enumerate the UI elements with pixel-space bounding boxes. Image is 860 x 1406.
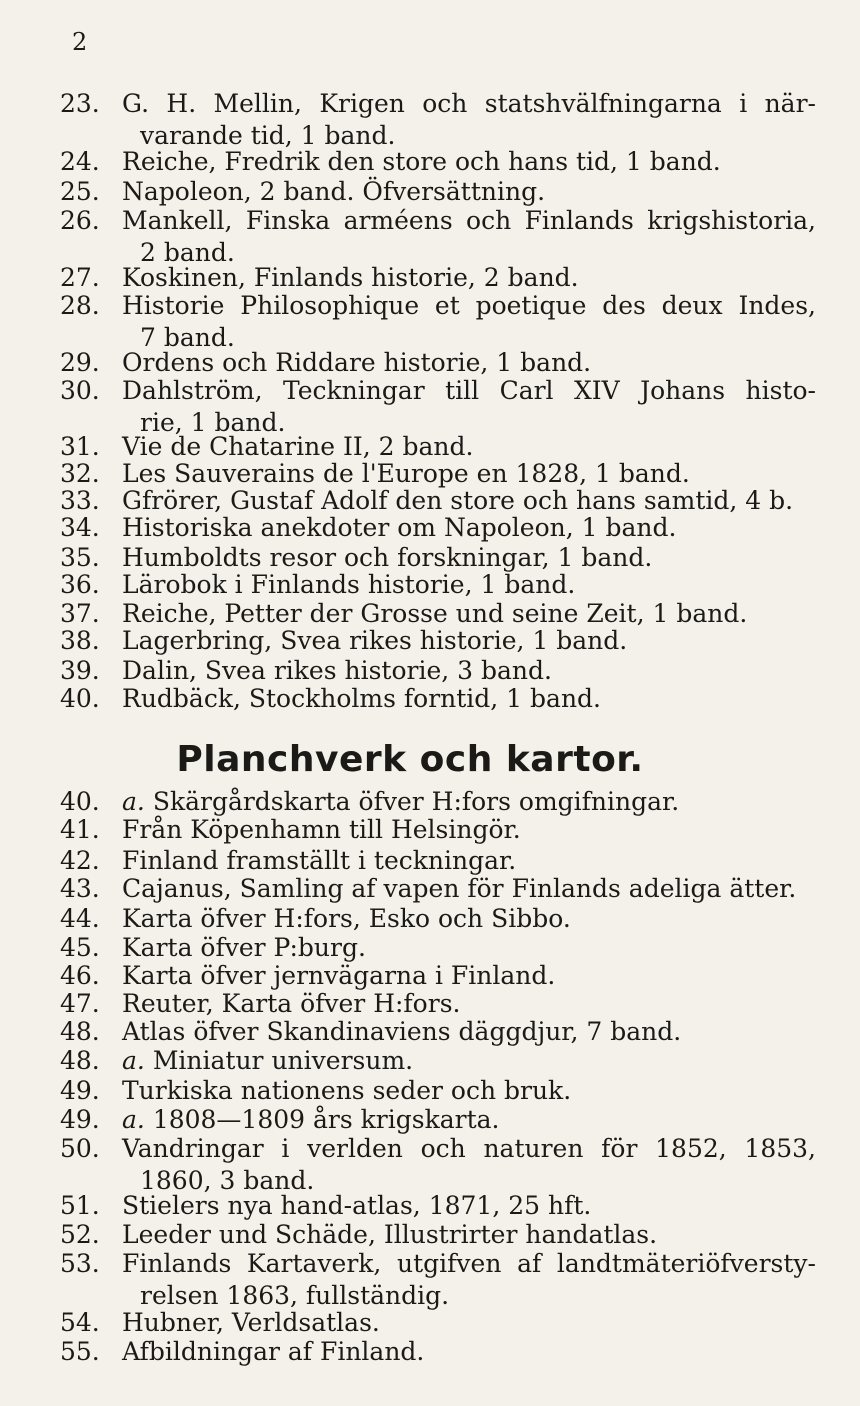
- entry-line: G. H. Mellin, Krigen och statshvälfningarna i när-: [122, 89, 816, 118]
- entry-text: [122, 375, 816, 439]
- entry-line: Reiche, Fredrik den store och hans tid, 1 band.: [122, 147, 721, 176]
- entry-number: 48.: [60, 1017, 100, 1046]
- entry-text: [122, 1045, 816, 1077]
- entry-number: 45.: [60, 933, 100, 962]
- entry-number: 47.: [60, 989, 100, 1018]
- sub-entry-mark: a.: [122, 1046, 153, 1075]
- entry-text: [122, 512, 816, 544]
- entry-line: Gfrörer, Gustaf Adolf den store och hans samtid, 4 b.: [122, 486, 794, 515]
- entry-text: [122, 625, 816, 657]
- entry-number: 39.: [60, 656, 100, 685]
- entry-number: 49.: [60, 1105, 100, 1134]
- entry-line: Atlas öfver Skandinaviens däggdjur, 7 band.: [122, 1017, 682, 1046]
- entry-number: 23.: [60, 89, 100, 118]
- entry-line: Leeder und Schäde, Illustrirter handatlas.: [122, 1220, 658, 1249]
- entry-line: Cajanus, Samling af vapen för Finlands adeliga ätter.: [122, 874, 797, 903]
- entry-text: [122, 290, 816, 354]
- entry-number: 27.: [60, 263, 100, 292]
- entry-number: 42.: [60, 846, 100, 875]
- entry-number: 37.: [60, 599, 100, 628]
- entry-line: Vie de Chatarine II, 2 band.: [122, 432, 474, 461]
- entry-number: 52.: [60, 1220, 100, 1249]
- entry-number: 24.: [60, 147, 100, 176]
- entry-text: [122, 873, 816, 905]
- entry-line: Dalin, Svea rikes historie, 3 band.: [122, 656, 552, 685]
- entry-number: 40.: [60, 684, 100, 713]
- entry-text: [122, 1016, 816, 1048]
- entry-text: [122, 1219, 816, 1251]
- entry-line: a. 1808—1809 års krigskarta.: [122, 1105, 500, 1134]
- entry-number: 54.: [60, 1308, 100, 1337]
- entry-text: [122, 569, 816, 601]
- entry-line: Reuter, Karta öfver H:fors.: [122, 989, 461, 1018]
- entry-line: Hubner, Verldsatlas.: [122, 1308, 380, 1337]
- entry-line: Karta öfver jernvägarna i Finland.: [122, 961, 556, 990]
- entry-number: 48.: [60, 1046, 100, 1075]
- entry-line: Lagerbring, Svea rikes historie, 1 band.: [122, 626, 628, 655]
- entry-text: [122, 88, 816, 152]
- entry-line: Rudbäck, Stockholms forntid, 1 band.: [122, 684, 601, 713]
- entry-continuation-line: 7 band.: [140, 323, 235, 352]
- entry-number: 34.: [60, 513, 100, 542]
- entry-text: [122, 814, 816, 846]
- entry-text: [122, 205, 816, 269]
- entry-line: Finlands Kartaverk, utgifven af landtmäteriöfversty-: [122, 1249, 816, 1278]
- entry-line: Vandringar i verlden och naturen för 1852, 1853,: [122, 1134, 816, 1163]
- entry-continuation-line: rie, 1 band.: [140, 408, 286, 437]
- entry-number: 29.: [60, 348, 100, 377]
- entry-text: [122, 903, 816, 935]
- entry-number: 36.: [60, 570, 100, 599]
- entry-number: 46.: [60, 961, 100, 990]
- entry-line: Karta öfver P:burg.: [122, 933, 366, 962]
- entry-line: Historie Philosophique et poetique des deux Indes,: [122, 291, 816, 320]
- entry-line: Napoleon, 2 band. Öfversättning.: [122, 177, 546, 206]
- sub-entry-mark: a.: [122, 787, 153, 816]
- page-number: 2: [72, 28, 88, 56]
- entry-number: 35.: [60, 543, 100, 572]
- entry-line: Koskinen, Finlands historie, 2 band.: [122, 263, 579, 292]
- entry-line: a. Miniatur universum.: [122, 1046, 414, 1075]
- entry-continuation-line: 1860, 3 band.: [140, 1166, 315, 1195]
- entry-continuation-line: relsen 1863, fullständig.: [140, 1281, 450, 1310]
- entry-line: Dahlström, Teckningar till Carl XIV Johans histo-: [122, 376, 816, 405]
- entry-line: Reiche, Petter der Grosse und seine Zeit, 1 band.: [122, 599, 748, 628]
- entry-text: [122, 146, 816, 178]
- entry-line: Afbildningar af Finland.: [122, 1337, 425, 1366]
- entry-number: 53.: [60, 1249, 100, 1278]
- entry-text: [122, 176, 816, 208]
- entry-line: Lärobok i Finlands historie, 1 band.: [122, 570, 576, 599]
- entry-number: 31.: [60, 432, 100, 461]
- entry-line: Historiska anekdoter om Napoleon, 1 band.: [122, 513, 677, 542]
- entry-line: Från Köpenhamn till Helsingör.: [122, 815, 521, 844]
- entry-line: Ordens och Riddare historie, 1 band.: [122, 348, 592, 377]
- entry-number: 43.: [60, 874, 100, 903]
- entry-text: [122, 1133, 816, 1197]
- entry-number: 32.: [60, 459, 100, 488]
- entry-number: 25.: [60, 177, 100, 206]
- entry-text: [122, 1248, 816, 1312]
- entry-line: Karta öfver H:fors, Esko och Sibbo.: [122, 904, 571, 933]
- entry-number: 26.: [60, 206, 100, 235]
- entry-number: 49.: [60, 1076, 100, 1105]
- entry-number: 40.: [60, 787, 100, 816]
- entry-continuation-line: 2 band.: [140, 238, 235, 267]
- entry-number: 50.: [60, 1134, 100, 1163]
- entry-number: 51.: [60, 1191, 100, 1220]
- entry-number: 55.: [60, 1337, 100, 1366]
- entry-text: [122, 1075, 816, 1107]
- entry-continuation-line: varande tid, 1 band.: [140, 121, 396, 150]
- entry-number: 30.: [60, 376, 100, 405]
- entry-text: [122, 1190, 816, 1222]
- entry-line: a. Skärgårdskarta öfver H:fors omgifningar.: [122, 787, 680, 816]
- entry-line: Mankell, Finska arméens och Finlands krigshistoria,: [122, 206, 816, 235]
- entry-text: [122, 1307, 816, 1339]
- entry-line: Humboldts resor och forskningar, 1 band.: [122, 543, 653, 572]
- section-heading: Planchverk och kartor.: [176, 739, 644, 780]
- entry-text: [122, 1336, 816, 1368]
- sub-entry-mark: a.: [122, 1105, 153, 1134]
- entry-text: [122, 1104, 816, 1136]
- entry-line: Stielers nya hand-atlas, 1871, 25 hft.: [122, 1191, 592, 1220]
- entry-line: Finland framställt i teckningar.: [122, 846, 517, 875]
- entry-line: Turkiska nationens seder och bruk.: [122, 1076, 572, 1105]
- entry-text: [122, 683, 816, 715]
- entry-number: 38.: [60, 626, 100, 655]
- entry-number: 33.: [60, 486, 100, 515]
- entry-number: 28.: [60, 291, 100, 320]
- entry-number: 41.: [60, 815, 100, 844]
- entry-number: 44.: [60, 904, 100, 933]
- entry-line: Les Sauverains de l'Europe en 1828, 1 band.: [122, 459, 690, 488]
